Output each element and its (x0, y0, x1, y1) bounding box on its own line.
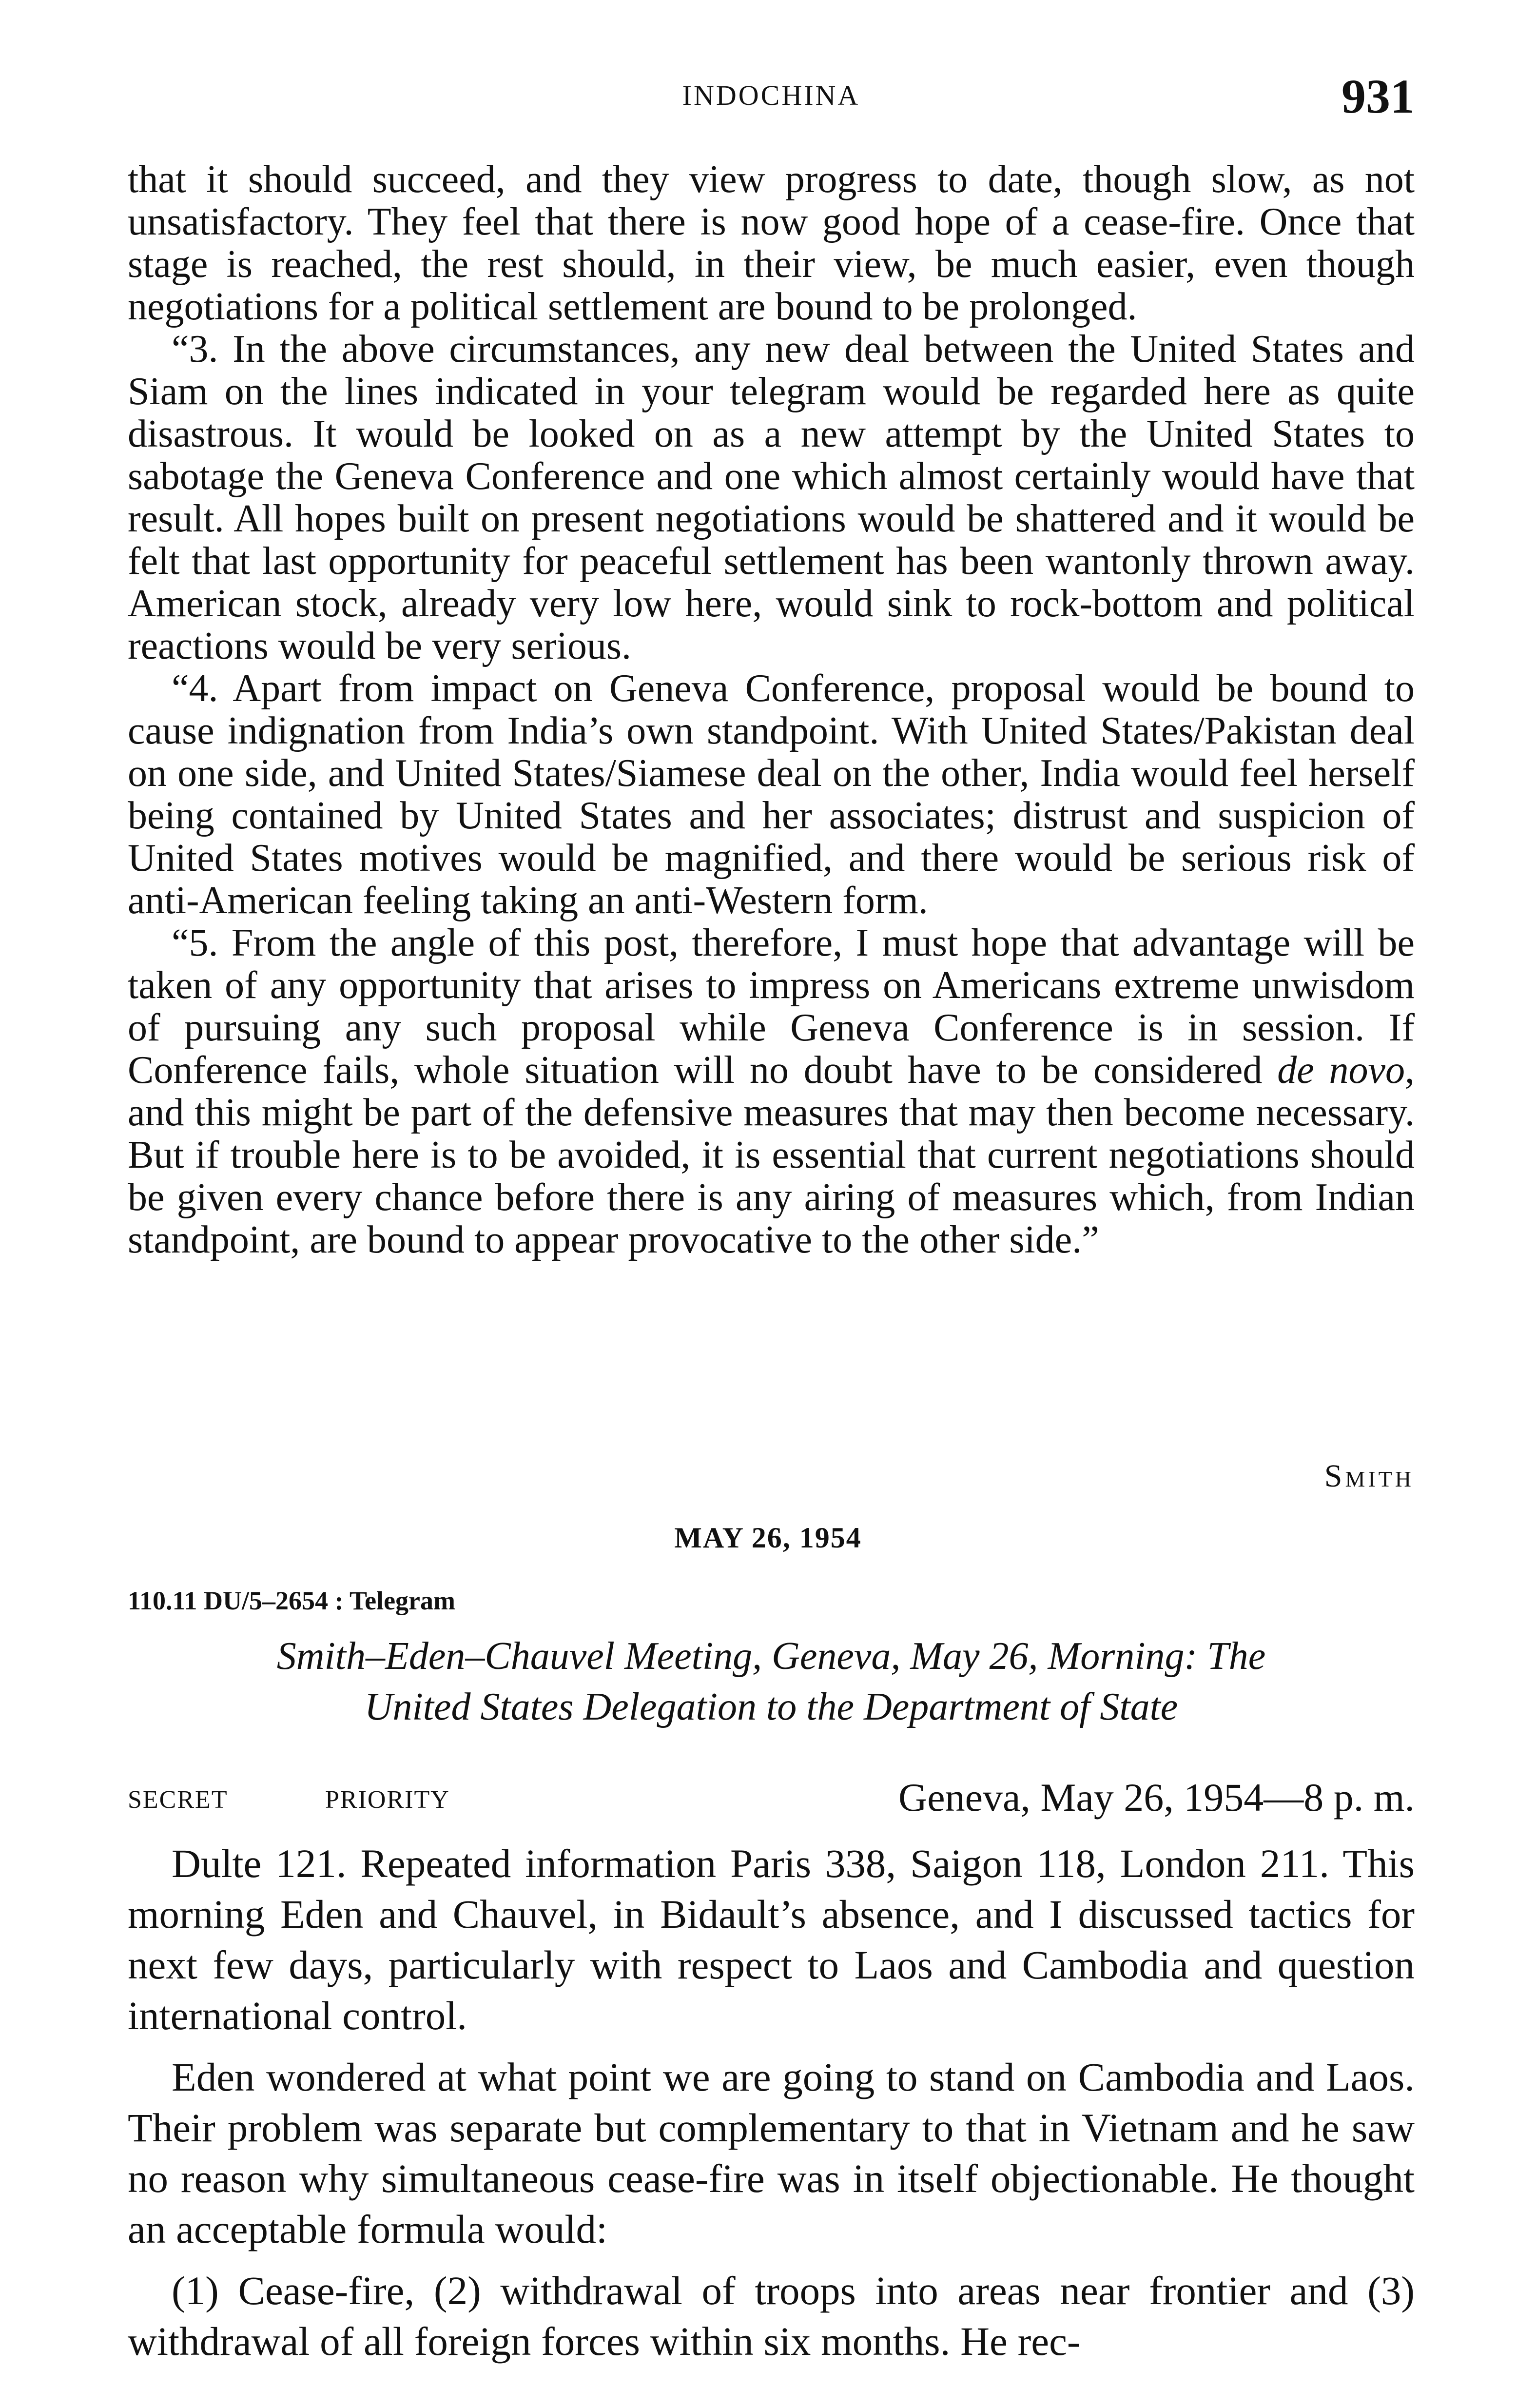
page-number: 931 (1342, 69, 1415, 123)
dateline: Geneva, May 26, 1954—8 p. m. (898, 1775, 1415, 1820)
paragraph-point-4: “4. Apart from impact on Geneva Conference, proposal would be bound to cause indignation from India’s own standpoint. With United States/Pakistan deal on one side, and United States/Siamese deal on the other, India would feel herself being contained by United States and her associates; distrust and suspicion of United States motives would be magnified, and there would be serious risk of anti-American feeling taking an anti-Western form. (128, 667, 1415, 922)
paragraph-continuation: that it should succeed, and they view progress to date, though slow, as not unsatisfactory. They feel that there is now good hope of a cease-fire. Once that stage is reached, the rest should, in their view, be much easier, even though negotiations for a political settlement are bound to be prolonged. (128, 158, 1415, 328)
paragraph-point-5 (128, 922, 1415, 1261)
date-heading: MAY 26, 1954 (674, 1522, 862, 1554)
italic-phrase: de novo (1277, 1049, 1405, 1092)
message-meta (128, 1775, 1415, 1823)
message-body (128, 1838, 1415, 2377)
message-paragraph-2: Eden wondered at what point we are going to stand on Cambodia and Laos. Their problem was separate but complementary to that in Vietnam and he saw no reason why simultaneous cease-fire was in itself objectionable. He thought an acceptable formula would: (128, 2055, 1415, 2251)
signature: Smith (1324, 1458, 1414, 1494)
page-header (128, 68, 1415, 127)
priority-label: PRIORITY (325, 1786, 450, 1814)
message-paragraph-1: Dulte 121. Repeated information Paris 338, Saigon 118, London 211. This morning Eden and Chauvel, in Bidault’s absence, and I discussed tactics for next few days, particularly with respect to Laos and Cambodia and question international control. (128, 1841, 1415, 2038)
body-text (128, 158, 1415, 1261)
document-reference: 110.11 DU/5–2654 : Telegram (128, 1586, 455, 1615)
classification-label: SECRET (128, 1786, 228, 1814)
paragraph-point-5-part-2: , and this might be part of the defensive measures that may then become necessary. But if trouble here is to be avoided, it is essential that current negotiations should be given every chance before there is any airing of measures which, from Indian standpoint, are bound to appear provocative to the other side.” (128, 1049, 1415, 1261)
document-title (128, 1631, 1415, 1732)
running-head: INDOCHINA (682, 79, 860, 111)
paragraph-point-5-part-1: “5. From the angle of this post, therefore, I must hope that advantage will be taken of any opportunity that arises to impress on Americans extreme unwisdom of pursuing any such proposal while Geneva Conference is in session. If Conference fails, whole situation will no doubt have to be considered (128, 921, 1415, 1092)
message-paragraph-3: (1) Cease-fire, (2) withdrawal of troops into areas near frontier and (3) withdrawal of all foreign forces within six months. He rec- (128, 2268, 1415, 2364)
paragraph-point-3: “3. In the above circumstances, any new deal between the United States and Siam on the lines indicated in your telegram would be regarded here as quite disastrous. It would be looked on as a new attempt by the United States to sabotage the Geneva Conference and one which almost certainly would have that result. All hopes built on present negotiations would be shattered and it would be felt that last opportunity for peaceful settlement has been wantonly thrown away. American stock, already very low here, would sink to rock-bottom and political reactions would be very serious. (128, 328, 1415, 667)
document-title-line-1: Smith–Eden–Chauvel Meeting, Geneva, May 26, Morning: The (276, 1635, 1266, 1678)
document-title-line-2: United States Delegation to the Department of State (364, 1685, 1178, 1728)
